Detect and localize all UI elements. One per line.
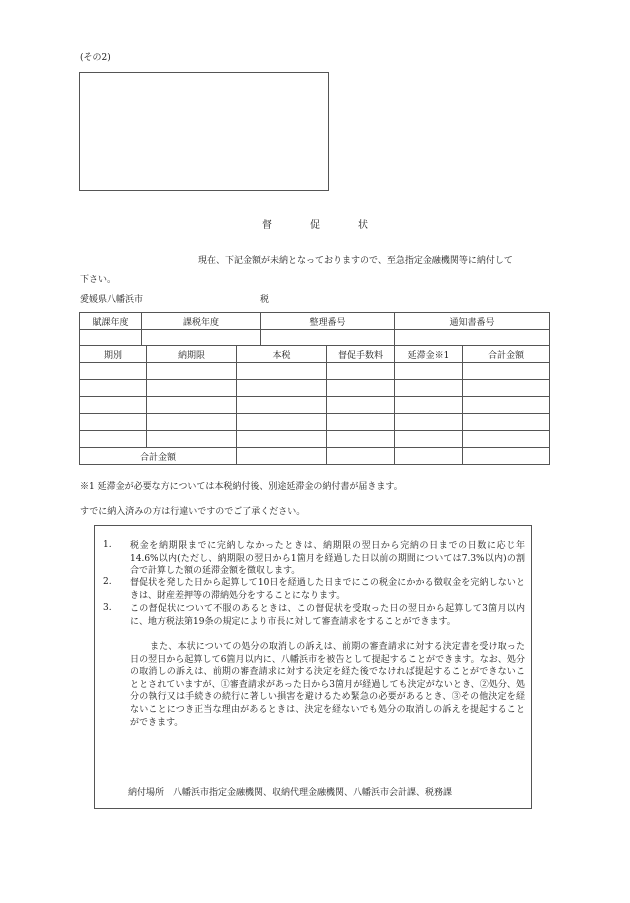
header-late-fee: 延滞金※1	[395, 346, 463, 363]
address-box	[79, 72, 329, 191]
item-number: 2.	[103, 577, 112, 587]
item-text: この督促状について不服のあるときは、この督促状を受取った日の翌日から起算して3箇月以内に、地方税法第19条の規定により市長に対して審査請求をすることができます。	[130, 604, 525, 627]
notice-line-2: 下さい。	[80, 275, 117, 285]
header-reminder-fee: 督促手数料	[327, 346, 395, 363]
item-text: 督促状を発した日から起算して10日を経過した日までにこの税金にかかる徴収金を完納しないときは、財産差押等の滞納処分をすることになります。	[130, 578, 525, 601]
item-3-paragraph-2: また、本状についての処分の取消しの訴えは、前期の審査請求に対する決定書を受け取った日の翌日から起算して6箇月以内に、八幡浜市を被告として提起することができます。なお、処分の取消しの訴えは、前期の審査請求に対する決定を経た後でなければ提起することができないこととされていますが、①審査請求があった日から3箇月が経過しても決定がないとき、②処分、処分の執行又は手続きの続行に著しい損害を避けるため緊急の必要があるとき、③その他決定を経ないことにつき正当な理由があるときは、決定を経ないでも処分の取消しの訴えを提起することができます。	[130, 642, 525, 728]
header-period: 期別	[80, 346, 147, 363]
header-notice-number: 通知書番号	[395, 313, 550, 330]
table-cell	[261, 330, 395, 346]
table-cell	[395, 330, 550, 346]
header-assessment-year: 賦課年度	[80, 313, 142, 330]
issuer-name: 愛媛県八幡浜市	[80, 295, 144, 305]
item-number: 3.	[103, 603, 112, 613]
header-taxation-year: 課税年度	[142, 313, 261, 330]
header-reference-number: 整理番号	[261, 313, 395, 330]
item-number: 1.	[103, 540, 112, 550]
already-paid-note: すでに納入済みの方は行違いですのでご了承ください。	[80, 507, 306, 517]
table-row	[80, 363, 550, 380]
header-due-date: 納期限	[147, 346, 237, 363]
total-row-label: 合計金額	[80, 448, 237, 465]
item-text: 税金を納期限までに完納しなかったときは、納期限の翌日から完納の日までの日数に応じ年14.6%以内(ただし、納期限の翌日から1箇月を経過した日以前の期間については7.3%以内)の割合で計算した額の延滞金額を徴収します。	[130, 541, 525, 577]
table-cell	[80, 330, 142, 346]
tax-type-suffix: 税	[260, 295, 270, 305]
late-fee-note: ※1 延滞金が必要な方については本税納付後、別途延滞金の納付書が届きます。	[80, 482, 403, 492]
table-row	[80, 431, 550, 448]
document-title: 督促状	[262, 220, 406, 231]
notice-line-1: 現在、下記金額が未納となっておりますので、至急指定金融機関等に納付して	[198, 256, 513, 266]
table-cell	[142, 330, 261, 346]
header-principal-tax: 本税	[237, 346, 327, 363]
table-row	[80, 380, 550, 397]
header-total-amount: 合計金額	[463, 346, 550, 363]
payment-place: 納付場所 八幡浜市指定金融機関、収納代理金融機関、八幡浜市会計課、税務課	[128, 788, 453, 798]
table-row	[80, 397, 550, 414]
amount-table	[79, 345, 550, 465]
information-box	[94, 525, 532, 809]
page-label: (その2)	[80, 53, 111, 63]
table-row	[80, 414, 550, 431]
identification-table	[79, 312, 550, 346]
